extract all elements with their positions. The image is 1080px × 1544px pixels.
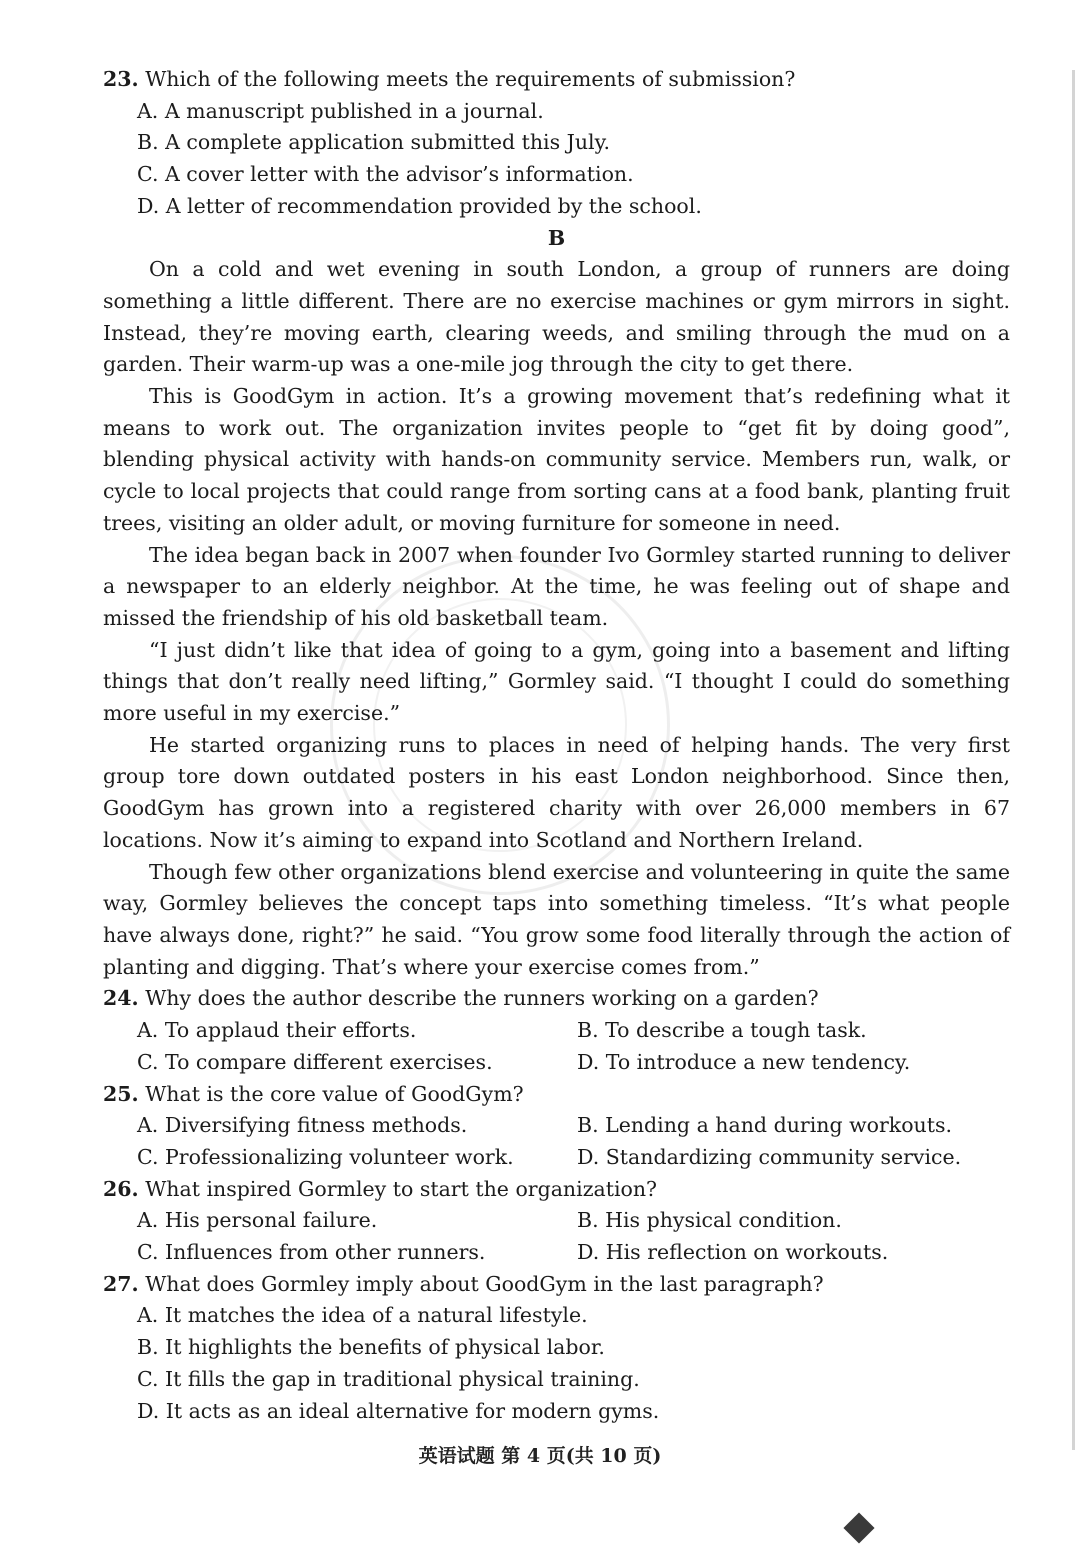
option-d: D. His reflection on workouts.: [577, 1240, 889, 1265]
option-c: C. Professionalizing volunteer work.: [137, 1144, 514, 1169]
question-stem: [103, 1174, 1010, 1206]
reading-passage: [103, 254, 1010, 983]
page-content: [103, 64, 1010, 1427]
option-a: A. Diversifying fitness methods.: [137, 1113, 468, 1138]
option-d: D. To introduce a new tendency.: [577, 1049, 911, 1074]
question-number: 27.: [103, 1271, 139, 1296]
option-d: D. Standardizing community service.: [577, 1144, 962, 1169]
question-text: What is the core value of GoodGym?: [145, 1081, 524, 1106]
option-a: A. To applaud their efforts.: [137, 1018, 417, 1043]
question-number: 24.: [103, 986, 139, 1011]
option-b: B. His physical condition.: [577, 1208, 842, 1233]
option-a: A. A manuscript published in a journal.: [137, 98, 544, 123]
passage-paragraph: This is GoodGym in action. It’s a growing movement that’s redefining what it means to work out. The organization invites people to “get fit by doing good”, blending physical activity with hands-on community service. Members run, walk, or cycle to local projects that could range from sorting cans at a food bank, planting fruit trees, visiting an older adult, or moving furniture for someone in need.: [103, 384, 1010, 535]
question-stem: [103, 983, 1010, 1015]
option-row: [103, 1237, 1010, 1269]
option-row: [103, 1205, 1010, 1237]
page-footer: 英语试题 第 4 页(共 10 页): [418, 1445, 662, 1467]
question-number: 23.: [103, 67, 139, 91]
option-a: A. His personal failure.: [137, 1208, 378, 1233]
question-stem: [103, 64, 1010, 96]
question-text: What does Gormley imply about GoodGym in the last paragraph?: [145, 1271, 824, 1296]
option-b: B. To describe a tough task.: [577, 1018, 867, 1043]
passage-paragraph: “I just didn’t like that idea of going to a gym, going into a basement and lifting things that don’t really need lifting,” Gormley said. “I thought I could do something more useful in my exercise.”: [103, 637, 1010, 726]
question-stem: [103, 1079, 1010, 1111]
option-b: B. A complete application submitted this July.: [137, 130, 610, 155]
option-row: [103, 1110, 1010, 1142]
option-a: A. It matches the idea of a natural lifestyle.: [137, 1303, 588, 1328]
passage-paragraph: On a cold and wet evening in south London, a group of runners are doing something a little different. There are no exercise machines or gym mirrors in sight. Instead, they’re moving earth, clearing weeds, and smiling through the mud on a garden. Their warm-up was a one-mile jog through the city to get there.: [103, 257, 1010, 377]
option-row: [103, 1047, 1010, 1079]
question-25: [103, 1079, 1010, 1174]
option-c: C. Influences from other runners.: [137, 1240, 486, 1265]
question-27: [103, 1269, 1010, 1428]
question-stem: [103, 1269, 1010, 1301]
question-24: [103, 983, 1010, 1078]
corner-mark: [843, 1512, 874, 1543]
question-text: What inspired Gormley to start the organization?: [145, 1176, 658, 1201]
passage-paragraph: He started organizing runs to places in need of helping hands. The very first group tore down outdated posters in his east London neighborhood. Since then, GoodGym has grown into a registered charity with over 26,000 members in 67 locations. Now it’s aiming to expand into Scotland and Northern Ireland.: [103, 732, 1010, 852]
question-text: Why does the author describe the runners working on a garden?: [145, 986, 819, 1011]
option-row: [103, 1015, 1010, 1047]
passage-paragraph: The idea began back in 2007 when founder Ivo Gormley started running to deliver a newspaper to an elderly neighbor. At the time, he was feeling out of shape and missed the friendship of his old basketball team.: [103, 542, 1010, 630]
option-b: B. It highlights the benefits of physical labor.: [137, 1335, 605, 1360]
question-number: 25.: [103, 1081, 139, 1106]
option-d: D. A letter of recommendation provided by the school.: [137, 193, 702, 218]
option-d: D. It acts as an ideal alternative for modern gyms.: [137, 1398, 660, 1423]
question-text: Which of the following meets the requirements of submission?: [145, 67, 796, 91]
option-c: C. To compare different exercises.: [137, 1049, 493, 1074]
question-number: 26.: [103, 1176, 139, 1201]
option-b: B. Lending a hand during workouts.: [577, 1113, 953, 1138]
option-c: C. A cover letter with the advisor’s information.: [137, 162, 634, 187]
scan-edge-line: [1072, 70, 1075, 1450]
option-row: [103, 1142, 1010, 1174]
question-26: [103, 1174, 1010, 1269]
passage-paragraph: Though few other organizations blend exercise and volunteering in quite the same way, Gormley believes the concept taps into something timeless. “It’s what people have always done, right?” he said. “You grow some food literally through the action of planting and digging. That’s where your exercise comes from.”: [103, 859, 1010, 979]
option-c: C. It fills the gap in traditional physical training.: [137, 1366, 640, 1391]
question-23: [103, 64, 1010, 223]
section-heading: B: [547, 225, 566, 250]
